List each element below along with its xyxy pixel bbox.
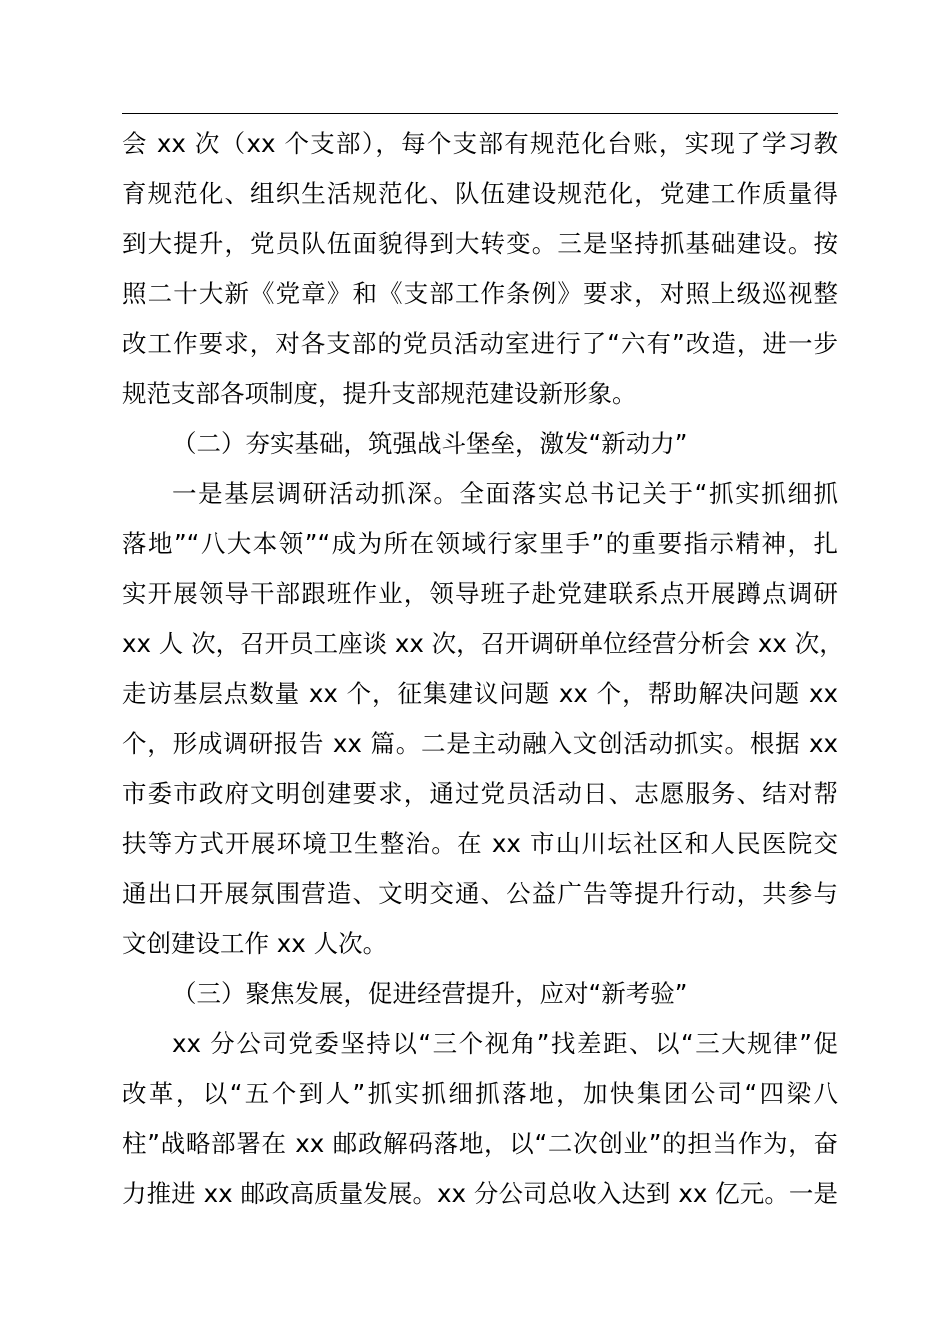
body-line: 照二十大新《党章》和《支部工作条例》要求，对照上级巡视整 <box>122 279 838 308</box>
body-line: 落地”“八大本领”“成为所在领域行家里手”的重要指示精神，扎 <box>122 529 838 558</box>
body-line: 市委市政府文明创建要求，通过党员活动日、志愿服务、结对帮 <box>122 779 838 808</box>
section-heading: （三）聚焦发展，促进经营提升，应对“新考验” <box>172 979 688 1008</box>
body-line: 到大提升，党员队伍面貌得到大转变。三是坚持抓基础建设。按 <box>122 229 838 258</box>
body-line: 通出口开展氛围营造、文明交通、公益广告等提升行动，共参与 <box>122 879 838 908</box>
body-line: 育规范化、组织生活规范化、队伍建设规范化，党建工作质量得 <box>122 179 838 208</box>
body-line: 走访基层点数量 xx 个，征集建议问题 xx 个，帮助解决问题 xx <box>122 679 838 708</box>
paragraph-first-line: xx 分公司党委坚持以“三个视角”找差距、以“三大规律”促 <box>172 1029 838 1058</box>
body-line: xx 人 次，召开员工座谈 xx 次，召开调研单位经营分析会 xx 次， <box>122 629 844 658</box>
body-line: 规范支部各项制度，提升支部规范建设新形象。 <box>122 379 637 408</box>
header-rule <box>122 113 838 114</box>
body-line: 文创建设工作 xx 人次。 <box>122 929 388 958</box>
body-line: 改工作要求，对各支部的党员活动室进行了“六有”改造，进一步 <box>122 329 838 358</box>
body-line: 个，形成调研报告 xx 篇。二是主动融入文创活动抓实。根据 xx <box>122 729 838 758</box>
section-heading: （二）夯实基础，筑强战斗堡垒，激发“新动力” <box>172 429 688 458</box>
body-line: 会 xx 次（xx 个支部），每个支部有规范化台账，实现了学习教 <box>122 129 838 158</box>
body-line: 实开展领导干部跟班作业，领导班子赴党建联系点开展蹲点调研 <box>122 579 838 608</box>
body-line: 扶等方式开展环境卫生整治。在 xx 市山川坛社区和人民医院交 <box>122 829 838 858</box>
body-line: 柱”战略部署在 xx 邮政解码落地，以“二次创业”的担当作为，奋 <box>122 1129 838 1158</box>
body-line: 改革，以“五个到人”抓实抓细抓落地，加快集团公司“四梁八 <box>122 1079 838 1108</box>
body-line: 力推进 xx 邮政高质量发展。xx 分公司总收入达到 xx 亿元。一是 <box>122 1179 838 1208</box>
paragraph-first-line: 一是基层调研活动抓深。全面落实总书记关于“抓实抓细抓 <box>172 479 838 508</box>
